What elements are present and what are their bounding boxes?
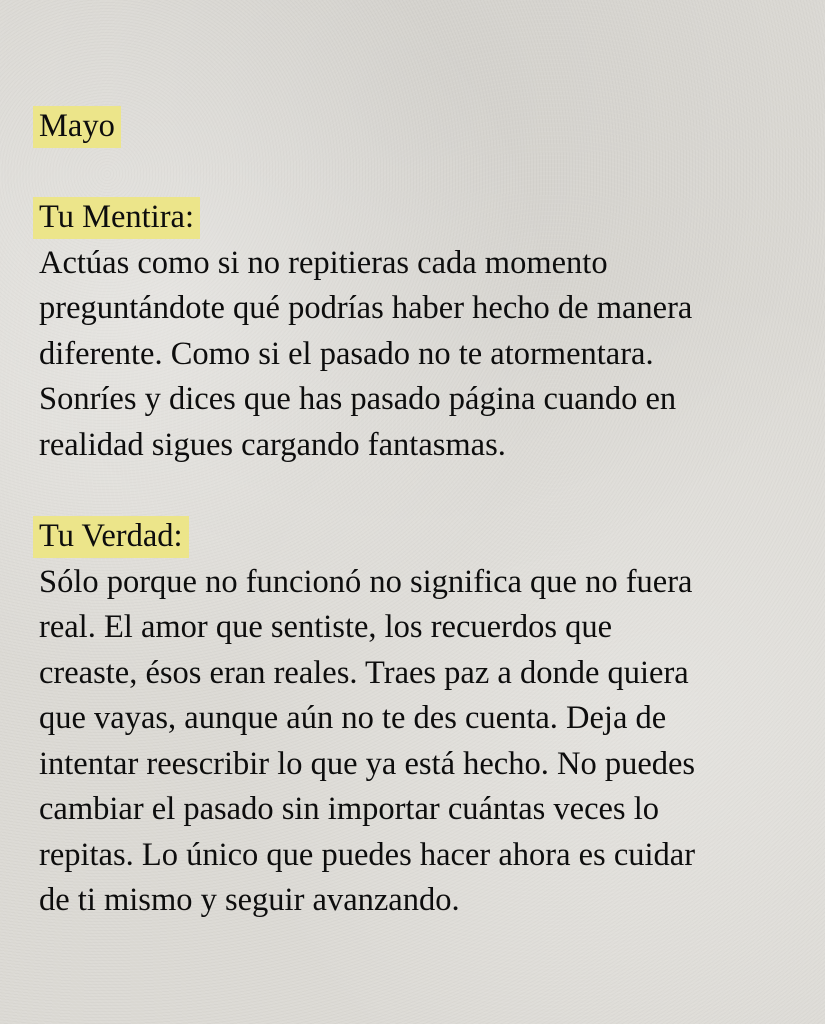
mentira-line: diferente. Como si el pasado no te atormentara.	[39, 335, 654, 372]
mentira-heading-highlight: Tu Mentira:	[33, 197, 200, 239]
verdad-line: cambiar el pasado sin importar cuántas veces lo	[39, 791, 659, 827]
verdad-line: creaste, ésos eran reales. Traes paz a donde quiera	[39, 654, 689, 691]
mentira-line: realidad sigues cargando fantasmas.	[39, 426, 506, 463]
mentira-line: preguntándote qué podrías haber hecho de manera	[39, 290, 693, 326]
verdad-line: real. El amor que sentiste, los recuerdos que	[39, 609, 613, 645]
verdad-heading	[39, 514, 819, 560]
verdad-heading-highlight: Tu Verdad:	[33, 516, 189, 558]
month-title-highlight: Mayo	[33, 106, 121, 148]
verdad-line: de ti mismo y seguir avanzando.	[39, 882, 460, 918]
mentira-heading	[39, 195, 819, 241]
mentira-line: Sonríes y dices que has pasado página cuando en	[39, 381, 677, 417]
verdad-line: que vayas, aunque aún no te des cuenta. Deja de	[39, 700, 667, 736]
mentira-line: Actúas como si no repitieras cada momento	[39, 244, 608, 281]
verdad-line: intentar reescribir lo que ya está hecho. No puedes	[39, 745, 696, 782]
month-title	[39, 104, 121, 150]
verdad-line: Sólo porque no funcionó no significa que no fuera	[39, 563, 693, 600]
mentira-section	[39, 195, 819, 468]
verdad-line: repitas. Lo único que puedes hacer ahora es cuidar	[39, 836, 696, 873]
verdad-section	[39, 514, 819, 924]
